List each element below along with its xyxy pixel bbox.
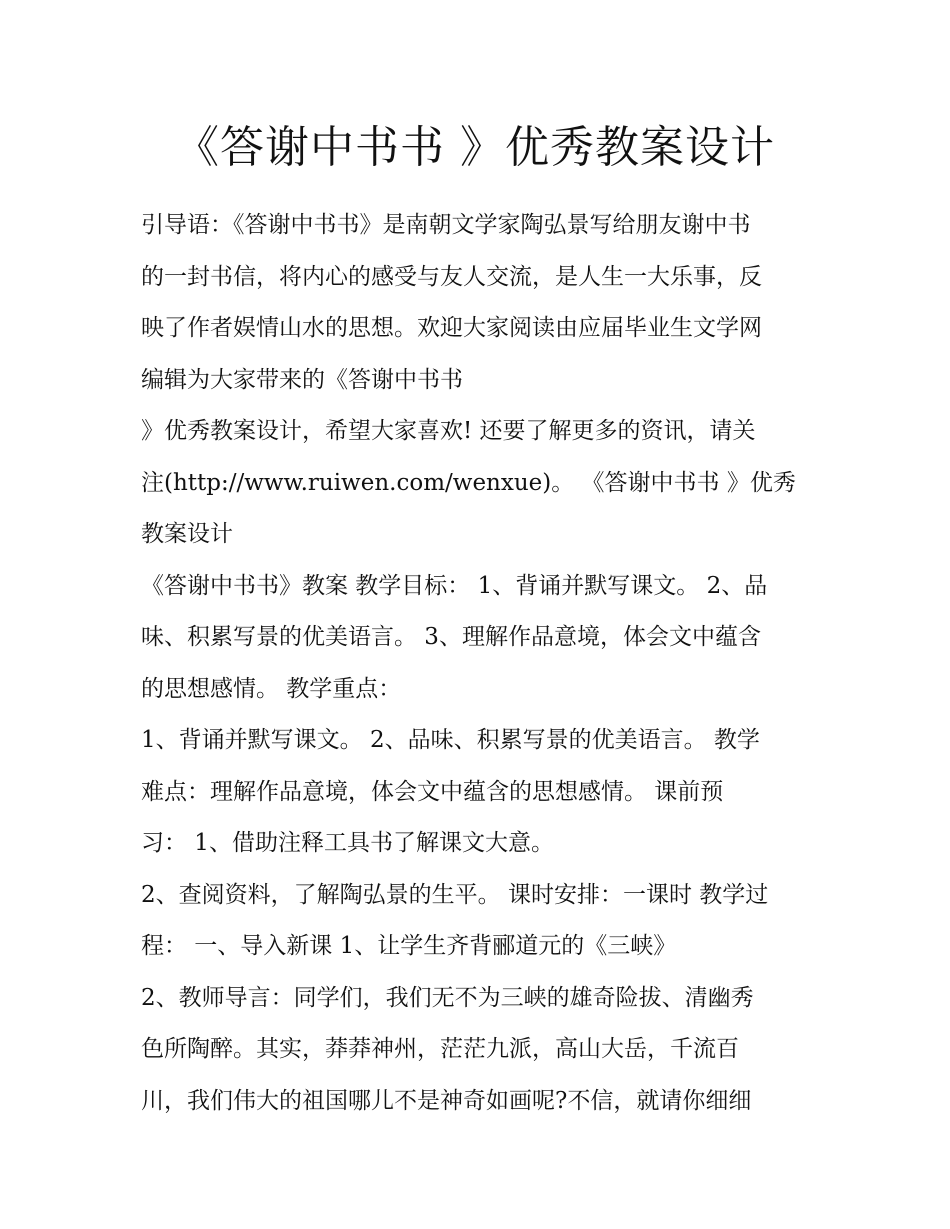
document-body [141, 200, 821, 1127]
text-line: 注(http://www.ruiwen.com/wenxue)。 《答谢中书书 》优秀 [141, 469, 796, 496]
text-line: 映了作者娱情山水的思想。欢迎大家阅读由应届毕业生文学网 [141, 315, 762, 341]
text-line: 味、积累写景的优美语言。 3、理解作品意境，体会文中蕴含 [141, 624, 761, 650]
text-line: 2、查阅资料，了解陶弘景的生平。 课时安排：一课时 教学过 [141, 881, 769, 908]
text-line: 色所陶醉。其实，莽莽神州，茫茫九派，高山大岳，千流百 [141, 1036, 739, 1062]
text-line: 教案设计 [141, 521, 233, 547]
text-line: 难点：理解作品意境，体会文中蕴含的思想感情。 课前预 [141, 778, 724, 805]
text-line: 》优秀教案设计，希望大家喜欢! 还要了解更多的资讯，请关 [141, 418, 756, 444]
text-line: 程： 一、导入新课 1、让学生齐背郦道元的《三峡》 [141, 933, 677, 959]
text-line: 引导语：《答谢中书书》是南朝文学家陶弘景写给朋友谢中书 [141, 212, 751, 238]
text-line: 川，我们伟大的祖国哪儿不是神奇如画呢?不信，就请你细细 [141, 1087, 752, 1114]
text-line: 编辑为大家带来的《答谢中书书 [141, 366, 463, 393]
text-line: 《答谢中书书》教案 教学目标： 1、背诵并默写课文。 2、品 [141, 572, 768, 599]
text-line: 1、背诵并默写课文。 2、品味、积累写景的优美语言。 教学 [141, 727, 760, 753]
text-line: 的思想感情。 教学重点： [141, 675, 402, 702]
text-line: 2、教师导言：同学们，我们无不为三峡的雄奇险拔、清幽秀 [141, 984, 754, 1011]
document-title: 《答谢中书书 》优秀教案设计 [175, 122, 775, 173]
text-line: 习： 1、借助注释工具书了解课文大意。 [141, 830, 554, 856]
text-line: 的一封书信，将内心的感受与友人交流，是人生一大乐事，反 [141, 263, 762, 290]
